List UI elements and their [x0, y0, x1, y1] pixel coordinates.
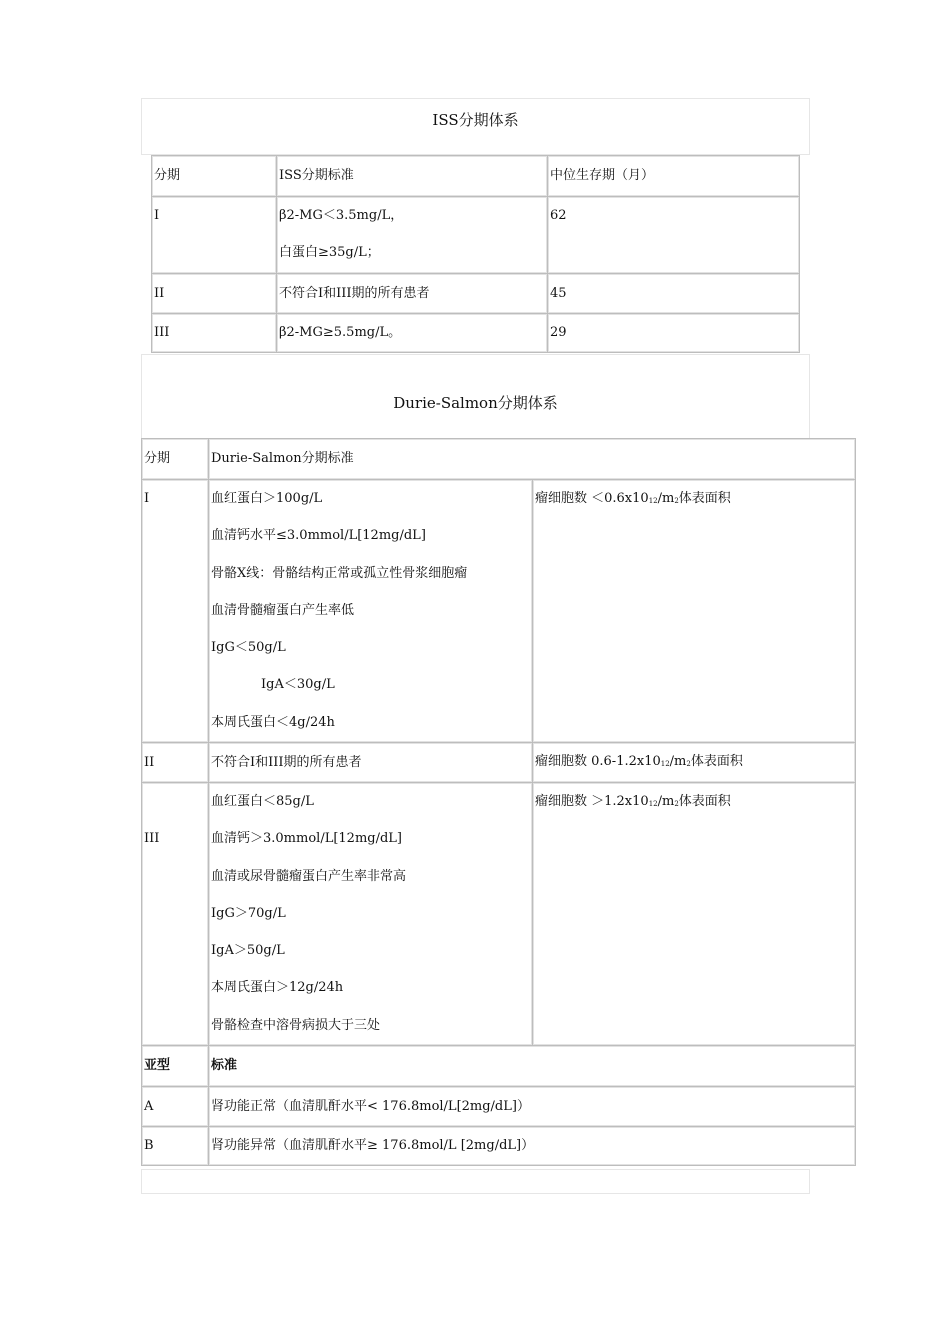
cell-count-text: 瘤细胞数 ＜0.6x10	[535, 491, 649, 506]
criteria-line: 骨骼X线：骨骼结构正常或孤立性骨浆细胞瘤	[211, 565, 468, 581]
ds-row-1-cells	[533, 480, 856, 743]
ds-header-criteria: Durie-Salmon分期标准	[209, 439, 856, 480]
criteria-line: β2-MG＜3.5mg/L，	[279, 208, 404, 223]
criteria-line: 血清钙＞3.0mmol/L[12mg/dL]	[211, 831, 402, 847]
criteria-line: IgG＞70g/L	[211, 905, 286, 921]
criteria-line: IgA＞50g/L	[211, 943, 285, 959]
unit-suffix: 体表面积	[678, 491, 731, 506]
exponent: 2	[674, 800, 679, 808]
iss-row-2-criteria: 不符合I和III期的所有患者	[277, 274, 548, 314]
subtype-a-label: A	[142, 1087, 209, 1127]
criteria-line: 血清钙水平≤3.0mmol/L[12mg/dL]	[211, 528, 426, 544]
criteria-line: IgG＜50g/L	[211, 640, 286, 656]
ds-row-2-stage: II	[142, 743, 209, 783]
iss-header-stage: 分期	[152, 156, 277, 197]
ds-row-1-criteria	[209, 480, 533, 743]
exponent: 2	[674, 497, 679, 505]
unit-text: /m	[657, 491, 675, 506]
unit-text: /m	[669, 754, 687, 769]
iss-row-2-survival: 45	[548, 274, 800, 314]
ds-row-2-criteria: 不符合I和III期的所有患者	[209, 743, 533, 783]
ds-row-3-stage	[142, 783, 209, 1046]
criteria-line: 本周氏蛋白＜4g/24h	[211, 714, 335, 730]
iss-row-3-stage: III	[152, 314, 277, 353]
subtype-header: 亚型	[142, 1046, 209, 1087]
exponent: 12	[648, 800, 658, 808]
criteria-line: 血清骨髓瘤蛋白产生率低	[211, 602, 355, 618]
iss-row-1-criteria	[277, 197, 548, 274]
ds-table	[141, 438, 856, 1166]
exponent: 2	[686, 760, 691, 768]
unit-text: /m	[657, 794, 675, 809]
iss-row-3-survival: 29	[548, 314, 800, 353]
iss-header-criteria: ISS分期标准	[277, 156, 548, 197]
ds-row-3-criteria	[209, 783, 533, 1046]
subtype-b-label: B	[142, 1127, 209, 1166]
stage-label: III	[144, 831, 160, 846]
exponent: 12	[660, 760, 670, 768]
criteria-line: 骨骼检查中溶骨病损大于三处	[211, 1017, 381, 1033]
unit-suffix: 体表面积	[690, 754, 743, 769]
unit-suffix: 体表面积	[678, 794, 731, 809]
ds-title-box	[141, 354, 810, 440]
criteria-line: IgA＜30g/L	[261, 677, 335, 693]
iss-title: ISS分期体系	[432, 111, 519, 129]
ds-header-stage: 分期	[142, 439, 209, 480]
criteria-line: 血红蛋白＜85g/L	[211, 794, 314, 809]
subtype-b-criteria: 肾功能异常（血清肌酐水平≥ 176.8mol/L [2mg/dL]）	[209, 1127, 856, 1166]
ds-title: Durie-Salmon分期体系	[393, 394, 558, 412]
ds-row-2-cells	[533, 743, 856, 783]
subtype-a-criteria: 肾功能正常（血清肌酐水平< 176.8mol/L[2mg/dL]）	[209, 1087, 856, 1127]
iss-title-box	[141, 98, 810, 155]
criteria-line: 血清或尿骨髓瘤蛋白产生率非常高	[211, 868, 407, 884]
iss-row-1-survival: 62	[548, 197, 800, 274]
exponent: 12	[648, 497, 658, 505]
footer-box	[141, 1169, 810, 1194]
criteria-line: 本周氏蛋白＞12g/24h	[211, 980, 344, 996]
criteria-line: 白蛋白≥35g/L；	[279, 245, 380, 261]
iss-header-survival: 中位生存期（月）	[548, 156, 800, 197]
subtype-criteria-header: 标准	[209, 1046, 856, 1087]
iss-row-2-stage: II	[152, 274, 277, 314]
cell-count-text: 瘤细胞数 0.6-1.2x10	[535, 754, 661, 769]
criteria-line: 血红蛋白＞100g/L	[211, 491, 323, 506]
iss-row-3-criteria: β2-MG≥5.5mg/L。	[277, 314, 548, 353]
iss-row-1-stage: I	[152, 197, 277, 274]
ds-row-3-cells	[533, 783, 856, 1046]
iss-table	[151, 155, 800, 353]
cell-count-text: 瘤细胞数 ＞1.2x10	[535, 794, 649, 809]
ds-row-1-stage: I	[142, 480, 209, 743]
